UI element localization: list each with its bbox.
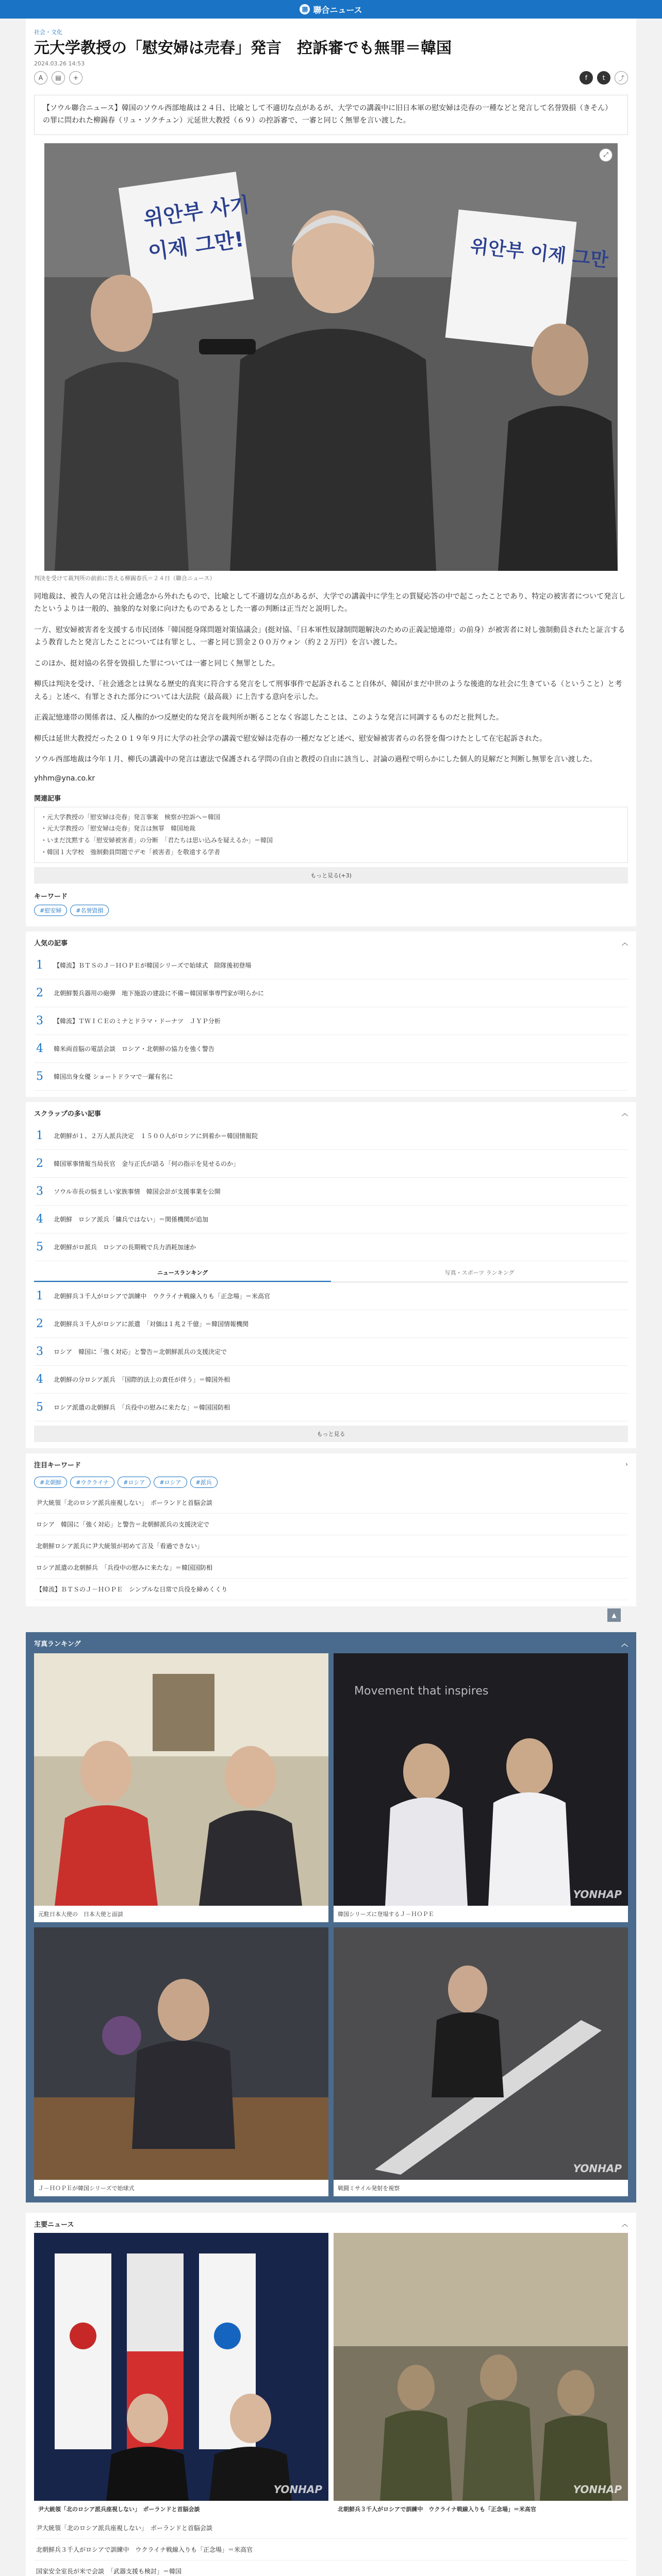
article-date: 2024.03.26 14:53 (34, 60, 85, 67)
scrap-title: スクラップの多い記事 (34, 1110, 101, 1118)
keyword-tag[interactable]: #北朝鮮 (34, 1477, 67, 1488)
sign-left-line2: 이제 그만! (146, 227, 245, 264)
rank-number: 5 (36, 1070, 43, 1083)
keyword-title: キーワード (34, 892, 68, 901)
article-paragraph: 柳氏は延世大教授だった２０１９年９月に大学の社会学の講義で慰安婦は売春の一種だなどと述べ、慰安婦被害者らの名誉を傷つけたとして在宅起訴された。 (34, 734, 547, 743)
list-item-label: 【韓流】ＢＴＳのＪ－ＨＯＰＥが韓国シリーズで始球式 除隊後初登場 (54, 961, 252, 969)
article-header (26, 19, 636, 90)
list-item[interactable] (34, 1366, 628, 1394)
photo-card-art-text: Movement that inspires (354, 1684, 489, 1698)
list-item[interactable] (34, 1233, 628, 1261)
rank-number: 2 (36, 986, 43, 999)
photo-card-image (334, 1927, 628, 2180)
list-item[interactable]: ロシア 韓国に「強く対応」と警告＝北朝鮮派兵の支援決定で (34, 1514, 628, 1535)
page-title: 元大学教授の「慰安婦は売春」発言 控訴審でも無罪＝韓国 (34, 39, 452, 57)
tab-photo-ranking[interactable]: 写真・スポーツ ランキング (444, 1269, 515, 1276)
rank-number: 5 (36, 1400, 43, 1414)
popular-title: 人気の記事 (34, 939, 68, 947)
rank-number: 4 (36, 1212, 43, 1226)
twitter-icon[interactable]: t (597, 71, 610, 84)
list-item[interactable] (34, 1206, 628, 1233)
author-email[interactable]: yhhm@yna.co.kr (34, 774, 95, 783)
related-more-button[interactable]: もっと見る(+3) (34, 867, 628, 884)
photo-card-image (34, 1653, 328, 1906)
rank-number: 2 (36, 1157, 43, 1170)
list-item-label: 韓国軍事情報当局長官 金与正氏が語る「何の指示を見せるのか」 (54, 1160, 240, 1167)
article-paragraph: このほか、挺対協の名誉を毀損した罪については一審と同じく無罪とした。 (34, 659, 279, 668)
chevron-up-icon[interactable]: ︿ (621, 1640, 628, 1648)
list-item-label: ロシア派遣の北朝鮮兵 「兵役中の慰みに来たな」＝韓国国防相 (54, 1403, 230, 1411)
keyword-tag[interactable]: #慰安婦 (34, 905, 67, 916)
attention-keywords (26, 1453, 636, 1606)
list-item[interactable]: ロシア派遣の北朝鮮兵 「兵役中の慰みに来たな」＝韓国国防相 (34, 1557, 628, 1579)
photo-card-caption: 韓国シリーズに登場するＪ－ＨＯＰＥ (338, 1910, 434, 1918)
photo-card-image (34, 1927, 328, 2180)
keyword-tag[interactable]: #ロシア (118, 1477, 151, 1488)
keyword-tag[interactable]: #派兵 (190, 1477, 218, 1488)
scrap-articles (26, 1102, 636, 1448)
list-item-label: 韓国出身女優 ショートドラマで一躍有名に (54, 1073, 173, 1080)
rank-number: 1 (36, 1289, 43, 1302)
photo-card-caption: 戦闘ミサイル発射を視察 (338, 2184, 400, 2192)
watermark-text: YONHAP (573, 2483, 622, 2496)
list-item[interactable] (34, 1035, 628, 1063)
keyword-tag[interactable]: #名誉毀損 (70, 905, 109, 916)
chevron-up-icon[interactable]: ︿ (621, 2220, 628, 2228)
list-item-label: 北朝鮮製兵器用の砲弾 地下施設の建設に不備＝韓国軍事専門家が明らかに (54, 989, 264, 997)
photo-card-image (334, 1653, 628, 1906)
scrap-icon[interactable]: + (69, 71, 82, 84)
major-card[interactable] (34, 2233, 328, 2517)
list-item-label: 北朝鮮の分ロシア派兵 「国際的法上の責任が伴う」＝韓国外相 (54, 1376, 230, 1383)
photo-card[interactable] (34, 1653, 328, 1922)
keyword-tag[interactable]: #ウクライナ (70, 1477, 114, 1488)
link-share-icon[interactable]: ⤴ (615, 71, 628, 84)
sign-right-text: 위안부 이제 그만 (469, 235, 609, 271)
photo-card-art (34, 1653, 328, 1906)
article-paragraph: 同地裁は、被告人の発言は社会通念から外れたもので、比喩として不適切な点があるが、大学での講義中に学生との質疑応答の中で起こったことであり、特定の被害者について発言したというよりは一般的、抽象的な対象に向けたものであるとした一審の判断は正当だと説明した。 (34, 592, 626, 614)
related-title: 関連記事 (34, 794, 61, 803)
list-item[interactable] (34, 1178, 628, 1206)
print-icon[interactable]: ▤ (52, 71, 65, 84)
list-item[interactable] (34, 1150, 628, 1178)
list-item[interactable] (34, 1007, 628, 1035)
major-card-image (34, 2233, 328, 2501)
list-item[interactable] (34, 1063, 628, 1091)
major-news (26, 2213, 636, 2576)
rank-number: 4 (36, 1042, 43, 1055)
major-card-caption: 北朝鮮兵３千人がロシアで訓練中 ウクライナ戦線入りも「正念場」＝米高官 (338, 2505, 536, 2513)
chevron-up-icon[interactable]: ︿ (621, 939, 628, 946)
photo-card-caption: Ｊ－ＨＯＰＥが韓国シリーズで始球式 (38, 2184, 135, 2192)
tab-news-ranking[interactable]: ニュースランキング (34, 1264, 331, 1282)
photo-caption: 判決を受けて裁判所の前前に答える柳錫春氏＝２４日（聯合ニュース） (34, 574, 216, 582)
sign-left-line1: 위안부 사기 (142, 192, 251, 231)
scroll-top-icon[interactable]: ▲ (607, 1608, 621, 1622)
photo-card-art (334, 1653, 628, 1906)
rank-number: 2 (36, 1317, 43, 1330)
popular-articles (26, 931, 636, 1097)
top-bar (0, 0, 662, 19)
list-item[interactable]: 尹大統領「北のロシア派兵座視しない」 ポーランドと首脳会談 (34, 1492, 628, 1514)
list-item[interactable] (34, 979, 628, 1007)
font-size-icon[interactable]: A (34, 71, 47, 84)
list-item[interactable] (34, 952, 628, 979)
watermark-text: YONHAP (273, 2483, 322, 2496)
related-item[interactable]: ・元大学教授の「慰安婦は売春」発言は無罪 韓国地裁 (41, 825, 196, 833)
related-item[interactable]: ・いまだ沈黙する「慰安婦被害者」の分断 「君たちは思い込みを疑えるか」＝韓国 (41, 837, 273, 844)
photo-card-caption: 元駐日本大使の 日本大使と面談 (38, 1910, 123, 1918)
list-item-label: 北朝鮮 ロシア派兵「傭兵ではない」＝関係機関が追加 (54, 1215, 209, 1223)
list-item[interactable] (34, 1394, 628, 1421)
expand-icon[interactable]: ⤢ (599, 148, 613, 162)
article-paragraph: 一方、慰安婦被害者を支援する市民団体「韓国挺身隊問題対策協議会」(挺対協、「日本軍性奴隷制問題解決のための正義記憶連帯」の前身）が被害者に対し強制動員されたと証言するよう教育したと発言したことについては有罪とし、一審と同じ罰金２００万ウォン（約２２万円）を言い渡した。 (34, 625, 625, 647)
scroll-top-area (26, 1606, 636, 1622)
major-news-title: 主要ニュース (34, 2221, 74, 2229)
list-item-label: 北朝鮮兵３千人がロシアに派遣 「対価は１兆２千億」＝韓国情報機関 (54, 1320, 249, 1328)
related-articles (34, 793, 628, 884)
article-paragraph: ソウル西部地裁は今年１月、柳氏の講義中の発言は憲法で保護される学問の自由と教授の自由に該当し、討論の過程で明らかにした個人的見解だと判断し無罪を言い渡した。 (34, 755, 597, 764)
photo-card-art (334, 1927, 628, 2180)
article-paragraph: 柳氏は判決を受け、「社会通念とは異なる歴史的真実に符合する発言をして刑事事件で起訴されること自体が、韓国がまだ中世のような後進的な社会に生きている（ということ）と考える」と述べ、有罪とされた部分については大法院（最高裁）に上告する意向を示した。 (34, 680, 622, 701)
attention-title: 注目キーワード (34, 1461, 81, 1469)
rank-number: 3 (36, 1184, 43, 1198)
list-item[interactable] (34, 1310, 628, 1338)
article-photo-art (44, 143, 618, 571)
article-photo[interactable] (44, 143, 618, 571)
rank-number: 4 (36, 1372, 43, 1386)
watermark-text: YONHAP (573, 1888, 622, 1901)
list-item[interactable] (34, 1338, 628, 1366)
rank-number: 5 (36, 1240, 43, 1253)
ranking-more-button[interactable]: もっと見る (34, 1426, 628, 1442)
rank-number: 1 (36, 958, 43, 972)
photo-card[interactable] (334, 1653, 628, 1922)
photo-card-art (34, 1927, 328, 2180)
site-logo[interactable] (300, 4, 362, 15)
article-lead: 【ソウル聯合ニュース】韓国のソウル西部地裁は２４日、比喩として不適切な点があるが、大学での講義中に旧日本軍の慰安婦は売春の一種などと発言して名誉毀損（きそん）の罪に問われた柳錫春（リュ・ソクチュン）元延世大教授（６９）の控訴審で、一審と同じく無罪を言い渡した。 (34, 95, 628, 135)
photo-card[interactable] (334, 1927, 628, 2196)
major-card[interactable] (334, 2233, 628, 2517)
site-name: 聯合ニュース (313, 5, 362, 15)
facebook-icon[interactable]: f (580, 71, 593, 84)
breadcrumb[interactable]: 社会・文化 (34, 29, 62, 36)
watermark-text: YONHAP (573, 2162, 622, 2175)
list-item-label: 北朝鮮兵３千人がロシアで訓練中 ウクライナ戦線入りも「正念場」＝米高官 (54, 1292, 271, 1300)
related-item[interactable]: ・韓国１大学校 強制動員問題でデモ「被害者」を敬遠する学者 (41, 848, 221, 856)
list-item[interactable]: 北朝鮮兵３千人がロシアで訓練中 ウクライナ戦線入りも「正念場」＝米高官 (34, 2539, 628, 2561)
rank-number: 3 (36, 1345, 43, 1358)
list-item[interactable]: 北朝鮮ロシア派兵に尹大統領が初めて言及「看過できない」 (34, 1535, 628, 1557)
keyword-tag[interactable]: #ロシア (154, 1477, 187, 1488)
list-item-label: 【韓流】ＴＷＩＣＥのミナとドラマ・ドーナツ ＪＹＰ分析 (54, 1017, 221, 1025)
photo-card[interactable] (34, 1927, 328, 2196)
list-item-label: 韓米両首脳の電話会談 ロシア・北朝鮮の協力を強く警告 (54, 1045, 215, 1053)
list-item[interactable] (34, 1122, 628, 1150)
photo-ranking-title: 写真ランキング (34, 1640, 81, 1648)
chevron-right-icon[interactable]: › (625, 1461, 628, 1468)
major-card-art (334, 2233, 628, 2501)
logo-mark-icon: 聯 (300, 4, 310, 14)
list-item[interactable]: 国家安全室長が米で会談 「武器支援も検討」＝韓国 (34, 2561, 628, 2576)
list-item-label: 北朝鮮がロ派兵 ロシアの長期戦で兵力消耗加速か (54, 1243, 196, 1251)
major-card-caption: 尹大統領「北のロシア派兵座視しない」 ポーランドと首脳会談 (38, 2505, 200, 2513)
rank-number: 1 (36, 1129, 43, 1142)
keyword-block (34, 891, 628, 916)
related-item[interactable]: ・元大学教授の「慰安婦は売春」発言事案 検察が控訴へ＝韓国 (41, 813, 221, 821)
article-paragraph: 正義記憶連帯の関係者は、反人権的かつ反歴史的な発言を裁判所が断ることなく容認したことは、このような発言に同調するものだと批判した。 (34, 714, 503, 722)
list-item-label: 北朝鮮が１、２万人派兵決定 １５００人がロシアに到着か＝韓国情報院 (54, 1132, 258, 1140)
chevron-up-icon[interactable]: ︿ (621, 1109, 628, 1117)
rank-number: 3 (36, 1014, 43, 1027)
major-card-art (34, 2233, 328, 2501)
list-item[interactable] (34, 1282, 628, 1310)
list-item[interactable]: 尹大統領「北のロシア派兵座視しない」 ポーランドと首脳会談 (34, 2517, 628, 2539)
photo-ranking (26, 1632, 636, 2202)
list-item-label: ソウル市長の悩ましい家族事情 韓国会計が支援事業を公開 (54, 1188, 221, 1195)
major-card-image (334, 2233, 628, 2501)
list-item[interactable]: 【韓流】ＢＴＳのＪ－ＨＯＰＥ シンプルな日常で兵役を締めくくり (34, 1579, 628, 1600)
list-item-label: ロシア 韓国に「強く対応」と警告＝北朝鮮派兵の支援決定で (54, 1348, 227, 1355)
